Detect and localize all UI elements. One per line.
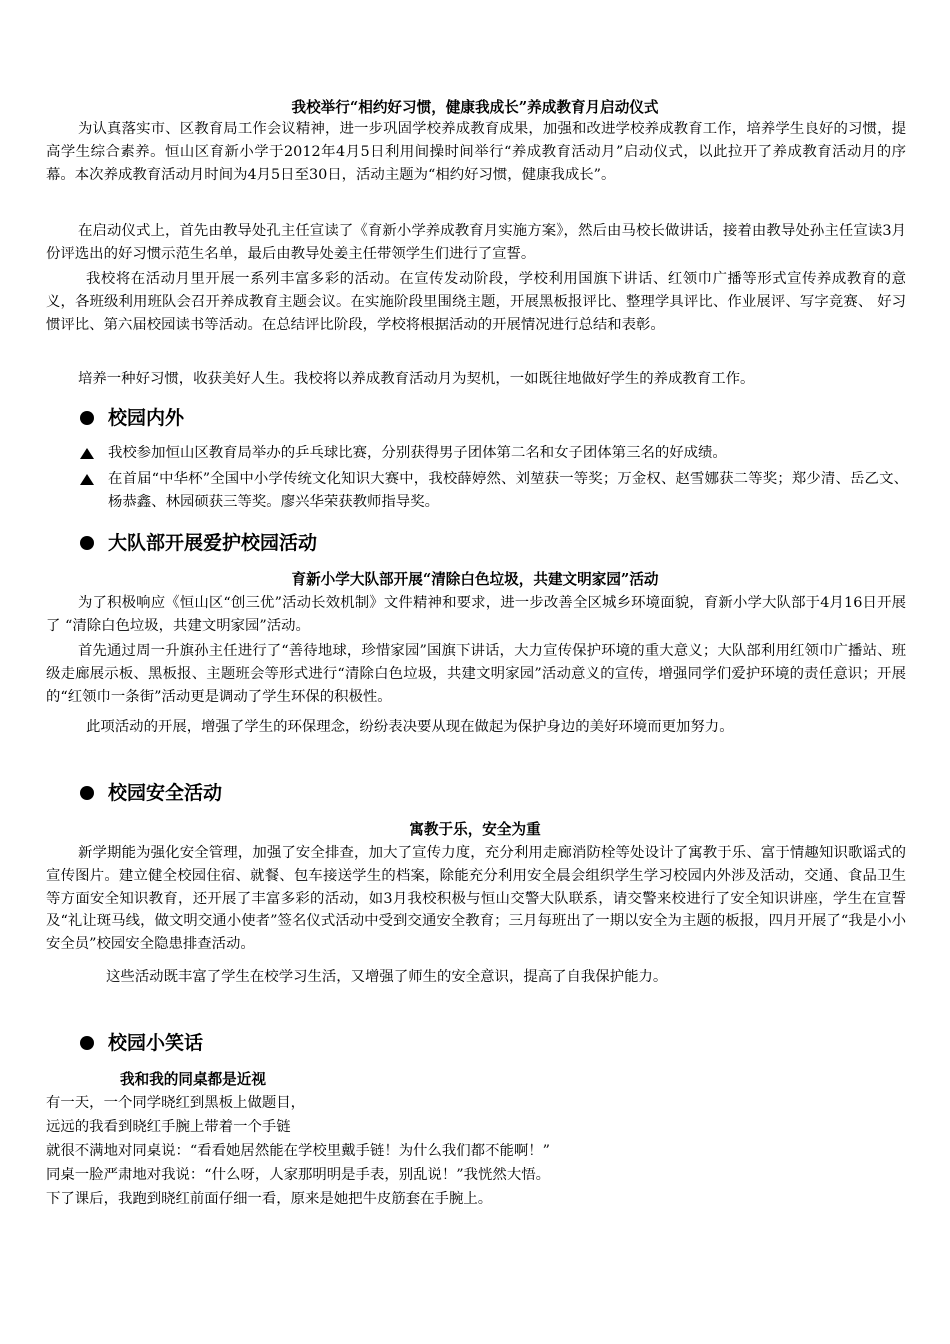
article-paragraph: 此项活动的开展，增强了学生的环保理念，纷纷表决要从现在做起为保护身边的美好环境而更加努力。 bbox=[86, 719, 734, 735]
triangle-bullet-icon bbox=[80, 474, 94, 485]
article-paragraph: 在启动仪式上，首先由教导处孔主任宣读了《育新小学养成教育月实施方案》，然后由马校长做讲话，接着由教导处孙主任宣读3月份评选出的好习惯示范生名单，最后由教导处姜主任带领学生们进行了宣誓。 bbox=[46, 223, 906, 262]
article-paragraph: 我校将在活动月里开展一系列丰富多彩的活动。在宣传发动阶段，学校利用国旗下讲话、红领巾广播等形式宣传养成教育的意义，各班级利用班队会召开养成教育主题会议。在实施阶段里围绕主题，开展黑板报评比、整理学具评比、作业展评、写字竞赛、 好习惯评比、第六届校园读书等活动。在总结评比阶段，学校将根据活动的开展情况进行总结和表彰。 bbox=[46, 271, 906, 333]
joke-line: 远远的我看到晓红手腕上带着一个手链 bbox=[46, 1119, 291, 1135]
section-heading-joke bbox=[80, 1030, 203, 1056]
section-heading-brigade bbox=[80, 530, 317, 556]
section-heading-text: 校园安全活动 bbox=[108, 782, 223, 804]
section-heading-text: 校园内外 bbox=[108, 407, 185, 429]
list-item-text: 在首届“中华杯”全国中小学传统文化知识大赛中，我校薛婷然、刘堃获一等奖；万金权、赵雪娜获二等奖；郑少清、岳乙文、杨恭鑫、林园硕获三等奖。廖兴华荣获教师指导奖。 bbox=[108, 471, 908, 510]
bullet-dot-icon bbox=[80, 786, 94, 800]
joke-line: 同桌一脸严肃地对我说：“什么呀，人家那明明是手表，别乱说！”我恍然大悟。 bbox=[46, 1167, 550, 1183]
joke-line: 就很不满地对同桌说：“看看她居然能在学校里戴手链！为什么我们都不能啊！” bbox=[46, 1143, 550, 1159]
joke-title: 我和我的同桌都是近视 bbox=[120, 1071, 266, 1088]
section-heading-text: 校园小笑话 bbox=[108, 1032, 204, 1054]
article-paragraph: 为了积极响应《恒山区“创三优”活动长效机制》文件精神和要求，进一步改善全区城乡环境面貌，育新小学大队部于4月16日开展了 “清除白色垃圾，共建文明家园”活动。 bbox=[46, 595, 906, 634]
article-paragraph: 培养一种好习惯，收获美好人生。我校将以养成教育活动月为契机，一如既往地做好学生的养成教育工作。 bbox=[78, 371, 755, 387]
list-item bbox=[80, 468, 908, 514]
bullet-dot-icon bbox=[80, 411, 94, 425]
triangle-bullet-icon bbox=[80, 448, 94, 459]
article-title: 育新小学大队部开展“清除白色垃圾，共建文明家园”活动 bbox=[291, 571, 659, 588]
bullet-dot-icon bbox=[80, 536, 94, 550]
article-paragraph: 为认真落实市、区教育局工作会议精神，进一步巩固学校养成教育成果，加强和改进学校养成教育工作，培养学生良好的习惯，提高学生综合素养。恒山区育新小学于2012年4月5日利用间操时间举行“养成教育活动月”启动仪式，以此拉开了养成教育活动月的序幕。本次养成教育活动月时间为4月5日至30日，活动主题为“相约好习惯，健康我成长”。 bbox=[46, 121, 906, 183]
list-item-text: 我校参加恒山区教育局举办的乒乓球比赛，分别获得男子团体第二名和女子团体第三名的好成绩。 bbox=[108, 445, 727, 461]
article-paragraph: 首先通过周一升旗孙主任进行了“善待地球，珍惜家园”国旗下讲话，大力宣传保护环境的重大意义；大队部利用红领巾广播站、班级走廊展示板、黑板报、主题班会等形式进行“清除白色垃圾，共建文明家园”活动意义的宣传，增强同学们爱护环境的责任意识；开展的“红领巾一条街”活动更是调动了学生环保的积极性。 bbox=[46, 643, 906, 705]
article-paragraph: 新学期能为强化安全管理，加强了安全排查，加大了宣传力度，充分利用走廊消防栓等处设计了寓教于乐、富于情趣知识歌谣式的宣传图片。建立健全校园住宿、就餐、包车接送学生的档案，除能充分利用安全晨会组织学生学习校园内外涉及活动，交通、食品卫生等方面安全知识教育，还开展了丰富多彩的活动，如3月我校积极与恒山交警大队联系，请交警来校进行了安全知识讲座，学生在宣誓及“礼让斑马线，做文明交通小使者”签名仪式活动中受到交通安全教育；三月每班出了一期以安全为主题的板报，四月开展了“我是小小安全员”校园安全隐患排查活动。 bbox=[46, 845, 906, 953]
section-heading-text: 大队部开展爱护校园活动 bbox=[108, 532, 318, 554]
section-heading-campus bbox=[80, 405, 184, 431]
article-paragraph: 这些活动既丰富了学生在校学习生活，又增强了师生的安全意识，提高了自我保护能力。 bbox=[106, 969, 668, 985]
joke-line: 有一天，一个同学晓红到黑板上做题目， bbox=[46, 1095, 306, 1111]
article-title: 我校举行“相约好习惯，健康我成长”养成教育月启动仪式 bbox=[291, 99, 659, 116]
list-item bbox=[80, 442, 908, 465]
bullet-dot-icon bbox=[80, 1036, 94, 1050]
joke-line: 下了课后，我跑到晓红前面仔细一看，原来是她把牛皮筋套在手腕上。 bbox=[46, 1191, 493, 1207]
article-title: 寓教于乐，安全为重 bbox=[409, 821, 541, 838]
section-heading-safety bbox=[80, 780, 222, 806]
